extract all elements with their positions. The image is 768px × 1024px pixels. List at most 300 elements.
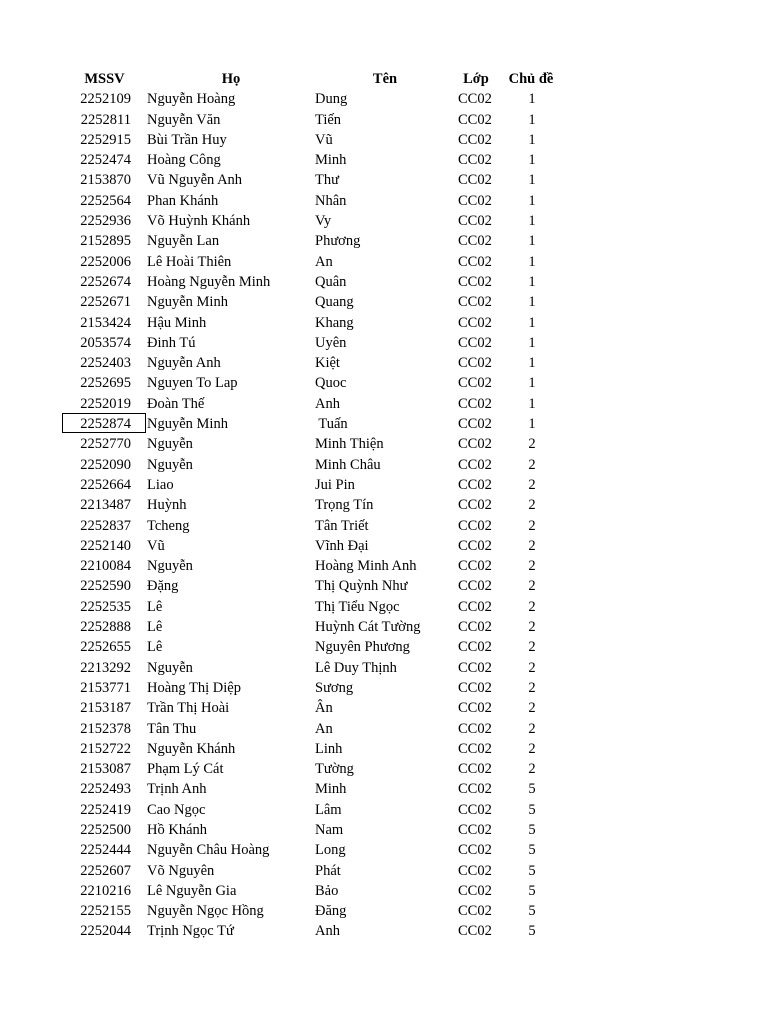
- cell-ho[interactable]: Nguyễn Minh: [147, 294, 228, 311]
- table-row: [62, 414, 582, 434]
- cell-ten[interactable]: Sương: [315, 679, 354, 696]
- cell-mssv[interactable]: [62, 840, 147, 860]
- cell-mssv-value: 2252474: [80, 152, 131, 169]
- table-row: [62, 901, 582, 921]
- cell-ho[interactable]: Đoàn Thế: [147, 395, 205, 412]
- cell-mssv[interactable]: [62, 921, 147, 941]
- cell-ho[interactable]: Nguyễn Hoàng: [147, 91, 236, 108]
- table-row: [62, 394, 582, 414]
- cell-lop[interactable]: CC02: [458, 131, 492, 148]
- active-cell-border: [62, 413, 146, 433]
- cell-chu-de[interactable]: 2: [528, 761, 536, 778]
- cell-mssv-value: 2210216: [80, 882, 131, 899]
- cell-ten[interactable]: Nguyên Phương: [315, 639, 410, 656]
- cell-mssv[interactable]: [62, 759, 147, 779]
- cell-ho[interactable]: Nguyễn Lan: [147, 233, 220, 250]
- cell-ho[interactable]: Đinh Tú: [147, 334, 196, 351]
- cell-chu-de[interactable]: 5: [528, 842, 536, 859]
- cell-ten[interactable]: Uyên: [315, 334, 347, 351]
- cell-mssv[interactable]: [62, 556, 147, 576]
- cell-mssv[interactable]: [62, 576, 147, 596]
- cell-lop[interactable]: CC02: [458, 91, 492, 108]
- cell-mssv-value: 2252874: [80, 416, 131, 433]
- cell-lop[interactable]: CC02: [458, 395, 492, 412]
- cell-mssv[interactable]: [62, 881, 147, 901]
- cell-mssv-value: 2252444: [80, 842, 131, 859]
- cell-ho[interactable]: Nguyễn Ngọc Hồng: [147, 903, 264, 920]
- cell-ho[interactable]: Võ Huỳnh Khánh: [147, 213, 251, 230]
- table-row: [62, 455, 582, 475]
- table-row: [62, 191, 582, 211]
- cell-mssv-value: 2252044: [80, 923, 131, 940]
- cell-lop[interactable]: CC02: [458, 314, 492, 331]
- cell-ho[interactable]: Đặng: [147, 578, 179, 595]
- cell-ten[interactable]: Khang: [315, 314, 354, 331]
- table-row: [62, 211, 582, 231]
- table-row: [62, 861, 582, 881]
- cell-ho[interactable]: Phạm Lý Cát: [147, 761, 224, 778]
- cell-ten[interactable]: Hoàng Minh Anh: [315, 558, 417, 575]
- cell-mssv[interactable]: [62, 820, 147, 840]
- cell-mssv[interactable]: [62, 313, 147, 333]
- cell-ho[interactable]: Vũ: [147, 537, 165, 554]
- cell-chu-de[interactable]: 2: [528, 497, 536, 514]
- cell-ten[interactable]: Huỳnh Cát Tường: [315, 619, 421, 636]
- cell-ten[interactable]: Quoc: [315, 375, 347, 392]
- cell-lop[interactable]: CC02: [458, 761, 492, 778]
- cell-ten[interactable]: Trọng Tín: [315, 497, 374, 514]
- cell-mssv[interactable]: [62, 89, 147, 109]
- cell-chu-de[interactable]: 2: [528, 659, 536, 676]
- cell-lop[interactable]: CC02: [458, 821, 492, 838]
- cell-chu-de[interactable]: 2: [528, 598, 536, 615]
- cell-lop[interactable]: CC02: [458, 720, 492, 737]
- cell-mssv[interactable]: [62, 536, 147, 556]
- cell-mssv[interactable]: [62, 373, 147, 393]
- table-row: [62, 89, 582, 109]
- cell-lop[interactable]: CC02: [458, 497, 492, 514]
- cell-ho[interactable]: Nguyễn Khánh: [147, 740, 236, 757]
- cell-lop[interactable]: CC02: [458, 456, 492, 473]
- cell-ho[interactable]: Nguyễn: [147, 659, 193, 676]
- cell-mssv-value: 2252403: [80, 355, 131, 372]
- cell-mssv[interactable]: [62, 292, 147, 312]
- cell-mssv-value: 2252915: [80, 131, 131, 148]
- cell-ten[interactable]: Long: [315, 842, 346, 859]
- cell-chu-de[interactable]: 1: [528, 273, 536, 290]
- cell-mssv-value: 2153424: [80, 314, 131, 331]
- cell-ten[interactable]: Tân Triết: [315, 517, 369, 534]
- student-table: [62, 69, 582, 942]
- cell-ten[interactable]: Phương: [315, 233, 361, 250]
- header-mssv-label: MSSV: [84, 71, 125, 87]
- cell-ho[interactable]: Phan Khánh: [147, 192, 219, 209]
- cell-lop[interactable]: CC02: [458, 903, 492, 920]
- cell-ten[interactable]: Phát: [315, 862, 341, 879]
- cell-chu-de[interactable]: 5: [528, 923, 536, 940]
- cell-ten[interactable]: Thị Quỳnh Như: [315, 578, 408, 595]
- cell-ho[interactable]: Lê: [147, 619, 163, 636]
- cell-mssv[interactable]: [62, 658, 147, 678]
- cell-mssv[interactable]: [62, 170, 147, 190]
- cell-mssv-value: 2252564: [80, 192, 131, 209]
- cell-ho[interactable]: Nguyễn Văn: [147, 111, 221, 128]
- table-row: [62, 313, 582, 333]
- cell-lop[interactable]: CC02: [458, 476, 492, 493]
- cell-mssv-value: 2252006: [80, 253, 131, 270]
- cell-mssv-value: 2252655: [80, 639, 131, 656]
- cell-ten[interactable]: Thị Tiểu Ngọc: [315, 598, 400, 615]
- cell-mssv[interactable]: [62, 719, 147, 739]
- cell-chu-de[interactable]: 5: [528, 821, 536, 838]
- cell-chu-de[interactable]: 1: [528, 131, 536, 148]
- cell-lop[interactable]: CC02: [458, 253, 492, 270]
- cell-mssv-value: 2053574: [80, 334, 131, 351]
- cell-ten[interactable]: Ân: [315, 700, 333, 717]
- cell-mssv-value: 2252419: [80, 801, 131, 818]
- cell-mssv-value: 2213487: [80, 497, 131, 514]
- cell-mssv[interactable]: [62, 110, 147, 130]
- cell-ho[interactable]: Hậu Minh: [147, 314, 207, 331]
- cell-lop[interactable]: CC02: [458, 679, 492, 696]
- cell-ho[interactable]: Tân Thu: [147, 720, 197, 737]
- cell-chu-de[interactable]: 2: [528, 476, 536, 493]
- cell-ho[interactable]: Trịnh Anh: [147, 781, 207, 798]
- cell-chu-de[interactable]: 2: [528, 436, 536, 453]
- cell-mssv-value: 2153870: [80, 172, 131, 189]
- cell-ten[interactable]: Nhân: [315, 192, 347, 209]
- cell-mssv[interactable]: [62, 394, 147, 414]
- cell-chu-de[interactable]: 1: [528, 294, 536, 311]
- cell-chu-de[interactable]: 5: [528, 903, 536, 920]
- cell-mssv[interactable]: [62, 211, 147, 231]
- cell-mssv-value: 2252607: [80, 862, 131, 879]
- cell-ho[interactable]: Liao: [147, 476, 174, 493]
- cell-lop[interactable]: CC02: [458, 801, 492, 818]
- cell-mssv-value: 2252671: [80, 294, 131, 311]
- cell-mssv[interactable]: [62, 617, 147, 637]
- cell-ten[interactable]: Vũ: [315, 131, 333, 148]
- cell-lop[interactable]: CC02: [458, 923, 492, 940]
- cell-ten[interactable]: Thư: [315, 172, 339, 189]
- cell-mssv-value: 2252770: [80, 436, 131, 453]
- cell-chu-de[interactable]: 5: [528, 882, 536, 899]
- cell-lop[interactable]: CC02: [458, 619, 492, 636]
- cell-ten[interactable]: Minh Thiện: [315, 436, 384, 453]
- cell-ten[interactable]: Quang: [315, 294, 354, 311]
- cell-lop[interactable]: CC02: [458, 436, 492, 453]
- cell-mssv[interactable]: [62, 475, 147, 495]
- cell-lop[interactable]: CC02: [458, 517, 492, 534]
- cell-ho[interactable]: Lê Hoài Thiên: [147, 253, 232, 270]
- header-ten[interactable]: Tên: [372, 71, 398, 87]
- header-lop[interactable]: Lớp: [463, 71, 489, 87]
- table-row: [62, 881, 582, 901]
- cell-ho[interactable]: Vũ Nguyễn Anh: [147, 172, 243, 189]
- cell-chu-de[interactable]: 1: [528, 355, 536, 372]
- cell-lop[interactable]: CC02: [458, 862, 492, 879]
- cell-ho[interactable]: Trần Thị Hoài: [147, 700, 230, 717]
- cell-chu-de[interactable]: 1: [528, 253, 536, 270]
- cell-chu-de[interactable]: 1: [528, 91, 536, 108]
- cell-ten[interactable]: Vĩnh Đại: [315, 537, 369, 554]
- table-row: [62, 840, 582, 860]
- cell-chu-de[interactable]: 2: [528, 700, 536, 717]
- cell-ho[interactable]: Nguyễn Anh: [147, 355, 221, 372]
- cell-lop[interactable]: CC02: [458, 578, 492, 595]
- cell-ten[interactable]: Anh: [315, 923, 340, 940]
- cell-lop[interactable]: CC02: [458, 213, 492, 230]
- cell-ho[interactable]: Lê Nguyễn Gia: [147, 882, 237, 899]
- cell-lop[interactable]: CC02: [458, 558, 492, 575]
- table-row: [62, 658, 582, 678]
- cell-chu-de[interactable]: 1: [528, 416, 536, 433]
- cell-lop[interactable]: CC02: [458, 416, 492, 433]
- cell-chu-de[interactable]: 2: [528, 740, 536, 757]
- cell-mssv[interactable]: [62, 678, 147, 698]
- cell-ten[interactable]: Jui Pin: [315, 476, 355, 493]
- cell-mssv-value: 2210084: [80, 558, 131, 575]
- cell-ten[interactable]: Bảo: [315, 882, 339, 899]
- cell-mssv[interactable]: [62, 800, 147, 820]
- cell-chu-de[interactable]: 1: [528, 172, 536, 189]
- table-row: [62, 231, 582, 251]
- table-header-row: [62, 69, 582, 89]
- cell-ho[interactable]: Lê: [147, 639, 163, 656]
- cell-ten[interactable]: Linh: [315, 740, 343, 757]
- cell-chu-de[interactable]: 1: [528, 334, 536, 351]
- table-row: [62, 820, 582, 840]
- cell-mssv[interactable]: [62, 353, 147, 373]
- cell-mssv-value: 2252837: [80, 517, 131, 534]
- cell-mssv-value: 2252155: [80, 903, 131, 920]
- cell-lop[interactable]: CC02: [458, 537, 492, 554]
- cell-ten[interactable]: Nam: [315, 821, 344, 838]
- cell-ho[interactable]: Võ Nguyên: [147, 862, 215, 879]
- cell-ten[interactable]: Minh: [315, 152, 347, 169]
- cell-lop[interactable]: CC02: [458, 639, 492, 656]
- table-row: [62, 536, 582, 556]
- cell-lop[interactable]: CC02: [458, 273, 492, 290]
- cell-ten[interactable]: Lê Duy Thịnh: [315, 659, 397, 676]
- table-row: [62, 516, 582, 536]
- cell-lop[interactable]: CC02: [458, 781, 492, 798]
- cell-mssv[interactable]: [62, 597, 147, 617]
- cell-chu-de[interactable]: 1: [528, 233, 536, 250]
- table-row: [62, 150, 582, 170]
- cell-lop[interactable]: CC02: [458, 233, 492, 250]
- cell-ten[interactable]: An: [315, 720, 333, 737]
- cell-mssv-value: 2252590: [80, 578, 131, 595]
- table-row: [62, 475, 582, 495]
- cell-chu-de[interactable]: 2: [528, 679, 536, 696]
- cell-mssv[interactable]: [62, 455, 147, 475]
- cell-ho[interactable]: Bùi Trần Huy: [147, 131, 227, 148]
- table-row: [62, 779, 582, 799]
- cell-ten[interactable]: Quân: [315, 273, 347, 290]
- cell-lop[interactable]: CC02: [458, 152, 492, 169]
- cell-chu-de[interactable]: 2: [528, 558, 536, 575]
- table-row: [62, 597, 582, 617]
- cell-mssv[interactable]: [62, 434, 147, 454]
- cell-chu-de[interactable]: 1: [528, 375, 536, 392]
- cell-chu-de[interactable]: 5: [528, 781, 536, 798]
- cell-mssv-value: 2252535: [80, 598, 131, 615]
- cell-ten[interactable]: Đăng: [315, 903, 347, 920]
- cell-mssv[interactable]: [62, 901, 147, 921]
- cell-ten[interactable]: An: [315, 253, 333, 270]
- cell-mssv[interactable]: [62, 333, 147, 353]
- cell-ten[interactable]: Tường: [315, 761, 354, 778]
- cell-lop[interactable]: CC02: [458, 334, 492, 351]
- cell-mssv[interactable]: [62, 861, 147, 881]
- cell-chu-de[interactable]: 2: [528, 619, 536, 636]
- cell-mssv-value: 2252500: [80, 821, 131, 838]
- cell-mssv-value: 2252019: [80, 395, 131, 412]
- cell-mssv-value: 2153771: [80, 679, 131, 696]
- table-row: [62, 759, 582, 779]
- table-row: [62, 678, 582, 698]
- table-row: [62, 921, 582, 941]
- cell-ho[interactable]: Huỳnh: [147, 497, 187, 514]
- cell-ho[interactable]: Tcheng: [147, 517, 190, 534]
- cell-mssv-value: 2152895: [80, 233, 131, 250]
- cell-ho[interactable]: Hoàng Nguyễn Minh: [147, 273, 271, 290]
- cell-chu-de[interactable]: 1: [528, 314, 536, 331]
- cell-ho[interactable]: Nguyễn: [147, 558, 193, 575]
- cell-mssv[interactable]: [62, 191, 147, 211]
- cell-chu-de[interactable]: 1: [528, 395, 536, 412]
- cell-mssv[interactable]: [62, 495, 147, 515]
- cell-mssv-value: 2252936: [80, 213, 131, 230]
- cell-mssv-value: 2252695: [80, 375, 131, 392]
- cell-lop[interactable]: CC02: [458, 355, 492, 372]
- cell-lop[interactable]: CC02: [458, 700, 492, 717]
- cell-ho[interactable]: Nguyễn Châu Hoàng: [147, 842, 270, 859]
- cell-mssv-value: 2252674: [80, 273, 131, 290]
- cell-ho[interactable]: Cao Ngọc: [147, 801, 206, 818]
- cell-mssv-value: 2153187: [80, 700, 131, 717]
- table-row: [62, 800, 582, 820]
- cell-mssv[interactable]: [62, 130, 147, 150]
- cell-ho[interactable]: Nguyễn Minh: [147, 416, 228, 433]
- header-chu-de[interactable]: Chủ đề: [508, 71, 554, 87]
- table-row: [62, 353, 582, 373]
- cell-ho[interactable]: Nguyễn: [147, 436, 193, 453]
- cell-mssv-value: 2152378: [80, 720, 131, 737]
- table-row: [62, 170, 582, 190]
- table-row: [62, 576, 582, 596]
- cell-ho[interactable]: Hồ Khánh: [147, 821, 208, 838]
- table-row: [62, 130, 582, 150]
- cell-mssv[interactable]: [62, 637, 147, 657]
- cell-ho[interactable]: Nguyen To Lap: [147, 375, 238, 392]
- cell-ho[interactable]: Nguyễn: [147, 456, 193, 473]
- table-row: [62, 739, 582, 759]
- table-row: [62, 719, 582, 739]
- cell-chu-de[interactable]: 5: [528, 801, 536, 818]
- header-ho[interactable]: Họ: [221, 71, 241, 87]
- cell-chu-de[interactable]: 5: [528, 862, 536, 879]
- cell-chu-de[interactable]: 2: [528, 537, 536, 554]
- cell-mssv-value: 2152722: [80, 740, 131, 757]
- cell-mssv[interactable]: [62, 779, 147, 799]
- cell-chu-de[interactable]: 1: [528, 192, 536, 209]
- cell-mssv[interactable]: [62, 150, 147, 170]
- cell-lop[interactable]: CC02: [458, 294, 492, 311]
- cell-ten[interactable]: Anh: [315, 395, 340, 412]
- table-row: [62, 556, 582, 576]
- cell-chu-de[interactable]: 2: [528, 639, 536, 656]
- cell-mssv[interactable]: [62, 698, 147, 718]
- cell-ten[interactable]: Minh: [315, 781, 347, 798]
- cell-mssv-value: 2252888: [80, 619, 131, 636]
- cell-ho[interactable]: Hoàng Công: [147, 152, 221, 169]
- cell-chu-de[interactable]: 1: [528, 111, 536, 128]
- cell-ten[interactable]: Dung: [315, 91, 348, 108]
- cell-lop[interactable]: CC02: [458, 598, 492, 615]
- cell-mssv[interactable]: [62, 516, 147, 536]
- cell-ten[interactable]: Minh Châu: [315, 456, 381, 473]
- cell-mssv-value: 2153087: [80, 761, 131, 778]
- cell-ho[interactable]: Trịnh Ngọc Tứ: [147, 923, 234, 940]
- cell-mssv[interactable]: [62, 739, 147, 759]
- cell-chu-de[interactable]: 2: [528, 578, 536, 595]
- cell-chu-de[interactable]: 2: [528, 517, 536, 534]
- cell-mssv-value: 2213292: [80, 659, 131, 676]
- cell-lop[interactable]: CC02: [458, 375, 492, 392]
- cell-ten[interactable]: Vy: [315, 213, 332, 230]
- cell-mssv-value: 2252493: [80, 781, 131, 798]
- cell-mssv[interactable]: [62, 414, 147, 434]
- cell-lop[interactable]: CC02: [458, 659, 492, 676]
- table-row: [62, 434, 582, 454]
- cell-mssv[interactable]: [62, 272, 147, 292]
- table-row: [62, 333, 582, 353]
- cell-mssv[interactable]: [62, 252, 147, 272]
- cell-ho[interactable]: Hoàng Thị Diệp: [147, 679, 241, 696]
- cell-chu-de[interactable]: 2: [528, 720, 536, 737]
- cell-ho[interactable]: Lê: [147, 598, 163, 615]
- table-row: [62, 373, 582, 393]
- cell-chu-de[interactable]: 1: [528, 213, 536, 230]
- table-row: [62, 252, 582, 272]
- header-mssv[interactable]: [62, 69, 147, 89]
- table-row: [62, 292, 582, 312]
- cell-lop[interactable]: CC02: [458, 842, 492, 859]
- cell-mssv[interactable]: [62, 231, 147, 251]
- cell-lop[interactable]: CC02: [458, 172, 492, 189]
- table-row: [62, 495, 582, 515]
- cell-mssv-value: 2252140: [80, 537, 131, 554]
- cell-ten[interactable]: Tuấn: [315, 416, 348, 433]
- table-row: [62, 617, 582, 637]
- cell-lop[interactable]: CC02: [458, 192, 492, 209]
- table-body: [62, 89, 582, 941]
- table-row: [62, 637, 582, 657]
- cell-lop[interactable]: CC02: [458, 882, 492, 899]
- cell-chu-de[interactable]: 1: [528, 152, 536, 169]
- cell-ten[interactable]: Tiến: [315, 111, 342, 128]
- cell-lop[interactable]: CC02: [458, 740, 492, 757]
- cell-mssv-value: 2252090: [80, 456, 131, 473]
- cell-ten[interactable]: Lâm: [315, 801, 342, 818]
- cell-lop[interactable]: CC02: [458, 111, 492, 128]
- cell-ten[interactable]: Kiệt: [315, 355, 340, 372]
- cell-mssv-value: 2252811: [80, 111, 131, 128]
- cell-chu-de[interactable]: 2: [528, 456, 536, 473]
- table-row: [62, 110, 582, 130]
